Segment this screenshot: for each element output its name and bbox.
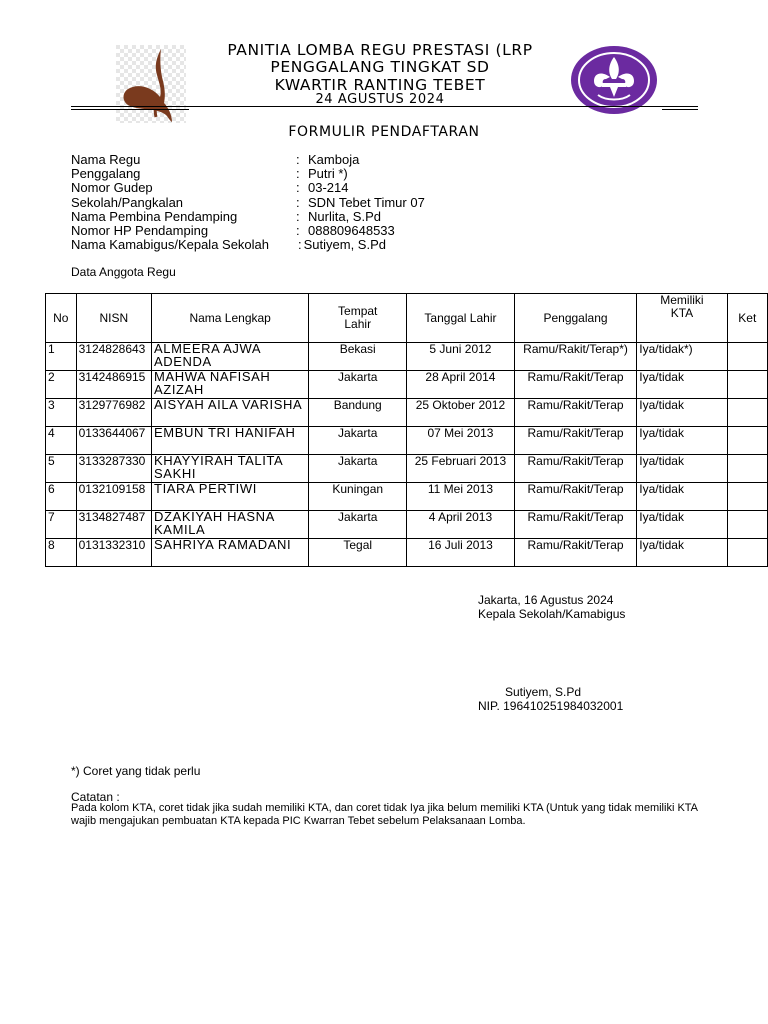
- table-row: [46, 427, 768, 455]
- sign-role: Kepala Sekolah/Kamabigus: [478, 607, 626, 621]
- cell-penggalang: Ramu/Rakit/Terap*): [514, 343, 637, 371]
- table-header-row: [46, 294, 768, 343]
- cell-nisn: 3142486915: [76, 371, 151, 399]
- cell-birthplace: Tegal: [309, 539, 407, 567]
- team-info: [71, 153, 425, 252]
- cell-no: 7: [46, 511, 77, 539]
- info-row-principal: [71, 238, 425, 252]
- header-committee: PANITIA LOMBA REGU PRESTASI (LRP: [227, 41, 533, 59]
- col-header-kta: Memiliki KTA: [637, 294, 727, 343]
- info-colon: :: [296, 208, 300, 224]
- cell-birthplace: Bandung: [309, 399, 407, 427]
- members-table: [45, 293, 768, 567]
- cell-penggalang: Ramu/Rakit/Terap: [514, 483, 637, 511]
- cell-kta: Iya/tidak: [637, 483, 727, 511]
- info-label: Nomor HP Pendamping: [71, 223, 209, 239]
- form-title: FORMULIR PENDAFTARAN: [288, 124, 480, 140]
- col-header-ket: Ket: [727, 294, 767, 343]
- cell-name: MAHWA NAFISAH AZIZAH: [152, 371, 309, 399]
- signature-block: [478, 685, 623, 713]
- cell-birthdate: 16 Juli 2013: [407, 539, 515, 567]
- tunas-kelapa-logo-icon: [116, 45, 186, 123]
- table-row: [46, 511, 768, 539]
- sign-name: Sutiyem, S.Pd: [505, 685, 582, 699]
- cell-birthplace: Bekasi: [309, 343, 407, 371]
- cell-kta: Iya/tidak: [637, 427, 727, 455]
- info-value: 03-214: [308, 180, 349, 196]
- info-row-coach-phone: [71, 224, 425, 238]
- cell-kta: Iya/tidak: [637, 399, 727, 427]
- header-branch: KWARTIR RANTING TEBET: [274, 76, 486, 94]
- cell-name: EMBUN TRI HANIFAH: [152, 427, 309, 455]
- header-level: PENGGALANG TINGKAT SD: [270, 58, 490, 76]
- cell-name: ALMEERA AJWA ADENDA: [152, 343, 309, 371]
- cell-no: 6: [46, 483, 77, 511]
- info-value: 088809648533: [308, 223, 395, 239]
- table-row: [46, 343, 768, 371]
- notes-body: Pada kolom KTA, coret tidak jika sudah memiliki KTA, dan coret tidak Iya jika belum memiliki KTA (Untuk yang tidak memiliki KTA wajib mengajukan pembuatan KTA kepada PIC Kwarran Tebet sebelum Pelaksanaan Lomba.: [71, 802, 698, 827]
- col-header-no: No: [46, 294, 77, 343]
- cell-nisn: 3133287330: [76, 455, 151, 483]
- wosm-fleur-de-lis-logo-icon: [570, 45, 658, 115]
- footnote-strike: *) Coret yang tidak perlu: [71, 764, 201, 778]
- info-value: SDN Tebet Timur 07: [308, 194, 425, 210]
- notes-title: Catatan :: [71, 790, 120, 804]
- cell-name: AISYAH AILA VARISHA: [152, 399, 309, 427]
- cell-kta: Iya/tidak: [637, 455, 727, 483]
- cell-birthplace: Jakarta: [309, 371, 407, 399]
- cell-nisn: 0132109158: [76, 483, 151, 511]
- cell-nisn: 3134827487: [76, 511, 151, 539]
- cell-name: DZAKIYAH HASNA KAMILA: [152, 511, 309, 539]
- cell-ket: [727, 427, 767, 455]
- cell-name: KHAYYIRAH TALITA SAKHI: [152, 455, 309, 483]
- cell-penggalang: Ramu/Rakit/Terap: [514, 399, 637, 427]
- info-label: Penggalang: [71, 166, 141, 182]
- cell-birthdate: 28 April 2014: [407, 371, 515, 399]
- info-colon: :: [296, 152, 300, 167]
- cell-nisn: 0133644067: [76, 427, 151, 455]
- cell-birthplace: Jakarta: [309, 455, 407, 483]
- info-label: Sekolah/Pangkalan: [71, 194, 184, 210]
- col-header-penggalang: Penggalang: [514, 294, 637, 343]
- cell-penggalang: Ramu/Rakit/Terap: [514, 371, 637, 399]
- header-rule-middle: [189, 106, 662, 107]
- cell-penggalang: Ramu/Rakit/Terap: [514, 511, 637, 539]
- cell-no: 1: [46, 343, 77, 371]
- cell-penggalang: Ramu/Rakit/Terap: [514, 427, 637, 455]
- info-row-penggalang: [71, 167, 425, 181]
- cell-birthplace: Kuningan: [309, 483, 407, 511]
- table-row: [46, 455, 768, 483]
- info-value: Sutiyem, S.Pd: [303, 237, 386, 253]
- cell-name: SAHRIYA RAMADANI: [152, 539, 309, 567]
- header-rule-left-2: [71, 109, 189, 110]
- cell-no: 8: [46, 539, 77, 567]
- signature-place-date: [478, 593, 625, 621]
- cell-kta: Iya/tidak*): [637, 343, 727, 371]
- cell-ket: [727, 343, 767, 371]
- table-row: [46, 371, 768, 399]
- col-header-birthplace: Tempat Lahir: [309, 294, 407, 343]
- cell-name: TIARA PERTIWI: [152, 483, 309, 511]
- info-label: Nama Pembina Pendamping: [71, 208, 238, 224]
- cell-ket: [727, 483, 767, 511]
- col-header-name: Nama Lengkap: [152, 294, 309, 343]
- info-colon: :: [296, 180, 300, 196]
- info-colon: :: [296, 223, 300, 239]
- cell-no: 4: [46, 427, 77, 455]
- cell-birthdate: 25 Februari 2013: [407, 455, 515, 483]
- cell-ket: [727, 371, 767, 399]
- cell-ket: [727, 539, 767, 567]
- cell-penggalang: Ramu/Rakit/Terap: [514, 539, 637, 567]
- cell-birthplace: Jakarta: [309, 427, 407, 455]
- header-rule-left: [71, 106, 189, 107]
- cell-penggalang: Ramu/Rakit/Terap: [514, 455, 637, 483]
- info-value: Kamboja: [308, 152, 360, 167]
- info-row-gudep: [71, 181, 425, 195]
- info-row-coach: [71, 210, 425, 224]
- sign-place-date: Jakarta, 16 Agustus 2024: [478, 593, 614, 607]
- cell-birthdate: 5 Juni 2012: [407, 343, 515, 371]
- header-date: 24 AGUSTUS 2024: [315, 92, 445, 107]
- cell-nisn: 3124828643: [76, 343, 151, 371]
- cell-no: 2: [46, 371, 77, 399]
- info-label: Nomor Gudep: [71, 180, 153, 196]
- info-colon: :: [296, 166, 300, 182]
- info-colon: :: [298, 237, 302, 253]
- cell-no: 5: [46, 455, 77, 483]
- cell-birthdate: 4 April 2013: [407, 511, 515, 539]
- info-row-team-name: [71, 153, 425, 167]
- cell-no: 3: [46, 399, 77, 427]
- cell-kta: Iya/tidak: [637, 539, 727, 567]
- col-header-birthdate: Tanggal Lahir: [407, 294, 515, 343]
- cell-birthdate: 07 Mei 2013: [407, 427, 515, 455]
- cell-kta: Iya/tidak: [637, 511, 727, 539]
- cell-nisn: 3129776982: [76, 399, 151, 427]
- cell-ket: [727, 511, 767, 539]
- header-rule-right: [662, 106, 698, 107]
- info-value: Putri *): [308, 166, 348, 182]
- sign-nip: NIP. 196410251984032001: [478, 699, 624, 713]
- info-colon: :: [296, 194, 300, 210]
- members-section-label: Data Anggota Regu: [71, 265, 176, 279]
- cell-kta: Iya/tidak: [637, 371, 727, 399]
- cell-birthdate: 11 Mei 2013: [407, 483, 515, 511]
- table-row: [46, 539, 768, 567]
- info-label: Nama Regu: [71, 152, 141, 167]
- table-row: [46, 483, 768, 511]
- cell-nisn: 0131332310: [76, 539, 151, 567]
- col-header-nisn: NISN: [76, 294, 151, 343]
- info-row-school: [71, 196, 425, 210]
- cell-ket: [727, 399, 767, 427]
- header-rule-right-2: [662, 109, 698, 110]
- info-value: Nurlita, S.Pd: [308, 208, 381, 224]
- info-label: Nama Kamabigus/Kepala Sekolah: [71, 237, 270, 253]
- cell-birthplace: Jakarta: [309, 511, 407, 539]
- table-row: [46, 399, 768, 427]
- cell-birthdate: 25 Oktober 2012: [407, 399, 515, 427]
- cell-ket: [727, 455, 767, 483]
